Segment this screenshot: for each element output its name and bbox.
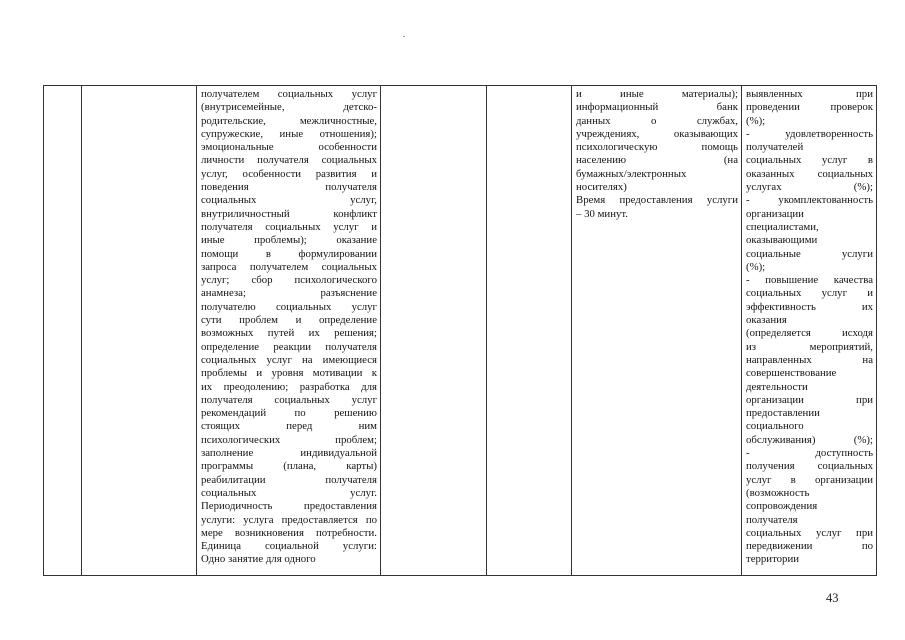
text-line: - удовлетворенность bbox=[746, 127, 873, 140]
text-line: поведения получателя bbox=[201, 181, 377, 194]
text-line: услуги: услуга предоставляется по bbox=[201, 513, 377, 526]
text-line: получателя bbox=[746, 513, 798, 526]
text-line: социальных услуг в bbox=[746, 154, 873, 167]
text-line: рекомендаций по решению bbox=[201, 407, 377, 420]
text-line: Единица социальной услуги: bbox=[201, 540, 377, 553]
text-line: сути проблем и определение bbox=[201, 314, 377, 327]
text-line: помощи в формулировании bbox=[201, 247, 377, 260]
text-line: (внутрисемейные, детско- bbox=[201, 101, 377, 114]
text-line: получателю социальных услуг bbox=[201, 300, 377, 313]
text-line: Одно занятие для одного bbox=[201, 553, 316, 566]
text-line: получения социальных bbox=[746, 460, 873, 473]
text-line: бумажных/электронных bbox=[576, 167, 687, 180]
table-cell-service-description bbox=[197, 86, 381, 576]
text-line: (%); bbox=[746, 260, 766, 273]
text-line: получателя социальных услуг bbox=[201, 393, 377, 406]
text-line: социальных услуг и bbox=[746, 287, 873, 300]
text-line: определение реакции получателя bbox=[201, 340, 377, 353]
text-line: организации bbox=[746, 207, 804, 220]
table-cell-service-name bbox=[82, 86, 197, 576]
text-line: - доступность bbox=[746, 447, 873, 460]
text-line: обслуживания) (%); bbox=[746, 433, 873, 446]
text-line: услуг; сбор психологического bbox=[201, 274, 377, 287]
text-line: социальных услуг. bbox=[201, 486, 377, 499]
text-line: получателей bbox=[746, 141, 804, 154]
text-line: внутриличностный конфликт bbox=[201, 207, 377, 220]
text-line: получателя социальных услуг и bbox=[201, 220, 377, 233]
text-line: социальных услуг при bbox=[746, 526, 873, 539]
quality-indicators-text bbox=[746, 88, 873, 567]
text-line: учреждениях, оказывающих bbox=[576, 127, 738, 140]
text-line: психологических проблем; bbox=[201, 433, 377, 446]
text-line: реабилитации получателя bbox=[201, 473, 377, 486]
text-line: организации при bbox=[746, 393, 873, 406]
text-line: программы (плана, карты) bbox=[201, 460, 377, 473]
text-line: услуг в организации bbox=[746, 473, 873, 486]
text-line: услуг, особенности развития и bbox=[201, 167, 377, 180]
text-line: информационный банк bbox=[576, 101, 738, 114]
table-cell-conditions bbox=[572, 86, 742, 576]
text-line: деятельности bbox=[746, 380, 808, 393]
text-line: направленных на bbox=[746, 353, 873, 366]
text-line: территории bbox=[746, 553, 800, 566]
text-line: заполнение индивидуальной bbox=[201, 447, 377, 460]
text-line: психологическую помощь bbox=[576, 141, 738, 154]
text-line: - укомплектованность bbox=[746, 194, 873, 207]
table-cell-tariff bbox=[487, 86, 572, 576]
text-line: специалистами, bbox=[746, 220, 819, 233]
text-line: анамнеза; разъяснение bbox=[201, 287, 377, 300]
text-line: иные проблемы); оказание bbox=[201, 234, 377, 247]
service-standard-table bbox=[43, 85, 877, 576]
text-line: личности получателя социальных bbox=[201, 154, 377, 167]
service-conditions-text bbox=[576, 88, 738, 221]
text-line: проблемы и уровня мотивации к bbox=[201, 367, 377, 380]
text-line: родительские, межличностные, bbox=[201, 114, 377, 127]
text-line: предоставлении bbox=[746, 407, 820, 420]
text-line: (%); bbox=[746, 114, 766, 127]
text-line: - повышение качества bbox=[746, 274, 873, 287]
text-line: и иные материалы); bbox=[576, 88, 738, 100]
text-line: Время предоставления услуги bbox=[576, 194, 738, 207]
text-line: оказывающими bbox=[746, 234, 818, 247]
text-line: передвижении по bbox=[746, 540, 873, 553]
text-line: социальных услуг, bbox=[201, 194, 377, 207]
text-line: сопровождения bbox=[746, 500, 818, 513]
text-line: эмоциональные особенности bbox=[201, 141, 377, 154]
text-line: услугах (%); bbox=[746, 181, 873, 194]
text-line: стоящих перед ним bbox=[201, 420, 377, 433]
text-line: совершенствование bbox=[746, 367, 837, 380]
table-cell-service-term bbox=[381, 86, 487, 576]
text-line: выявленных при bbox=[746, 88, 873, 100]
page-number: 43 bbox=[826, 591, 839, 605]
text-line: – 30 минут. bbox=[576, 207, 628, 220]
text-line: данных о службах, bbox=[576, 114, 738, 127]
text-line: (определяется исходя bbox=[746, 327, 873, 340]
service-description-text bbox=[201, 88, 377, 567]
table-cell-number bbox=[44, 86, 82, 576]
text-line: из мероприятий, bbox=[746, 340, 873, 353]
text-line: социального bbox=[746, 420, 804, 433]
text-line: социальные услуги bbox=[746, 247, 873, 260]
text-line: оказанных социальных bbox=[746, 167, 873, 180]
text-line: оказания bbox=[746, 314, 787, 327]
text-line: (возможность bbox=[746, 486, 810, 499]
text-line: их преодолению; разработка для bbox=[201, 380, 377, 393]
text-line: получателем социальных услуг bbox=[201, 88, 377, 100]
text-line: проведении проверок bbox=[746, 101, 873, 114]
table-row bbox=[44, 86, 877, 576]
scan-speck bbox=[403, 36, 405, 37]
text-line: запроса получателем социальных bbox=[201, 260, 377, 273]
text-line: Периодичность предоставления bbox=[201, 500, 377, 513]
text-line: населению (на bbox=[576, 154, 738, 167]
text-line: социальных услуг на имеющиеся bbox=[201, 353, 377, 366]
text-line: эффективность их bbox=[746, 300, 873, 313]
text-line: возможных путей их решения; bbox=[201, 327, 377, 340]
text-line: мере возникновения потребности. bbox=[201, 526, 377, 539]
text-line: носителях) bbox=[576, 181, 627, 194]
table-cell-quality-indicators bbox=[742, 86, 877, 576]
text-line: супружеские, иные отношения); bbox=[201, 127, 377, 140]
